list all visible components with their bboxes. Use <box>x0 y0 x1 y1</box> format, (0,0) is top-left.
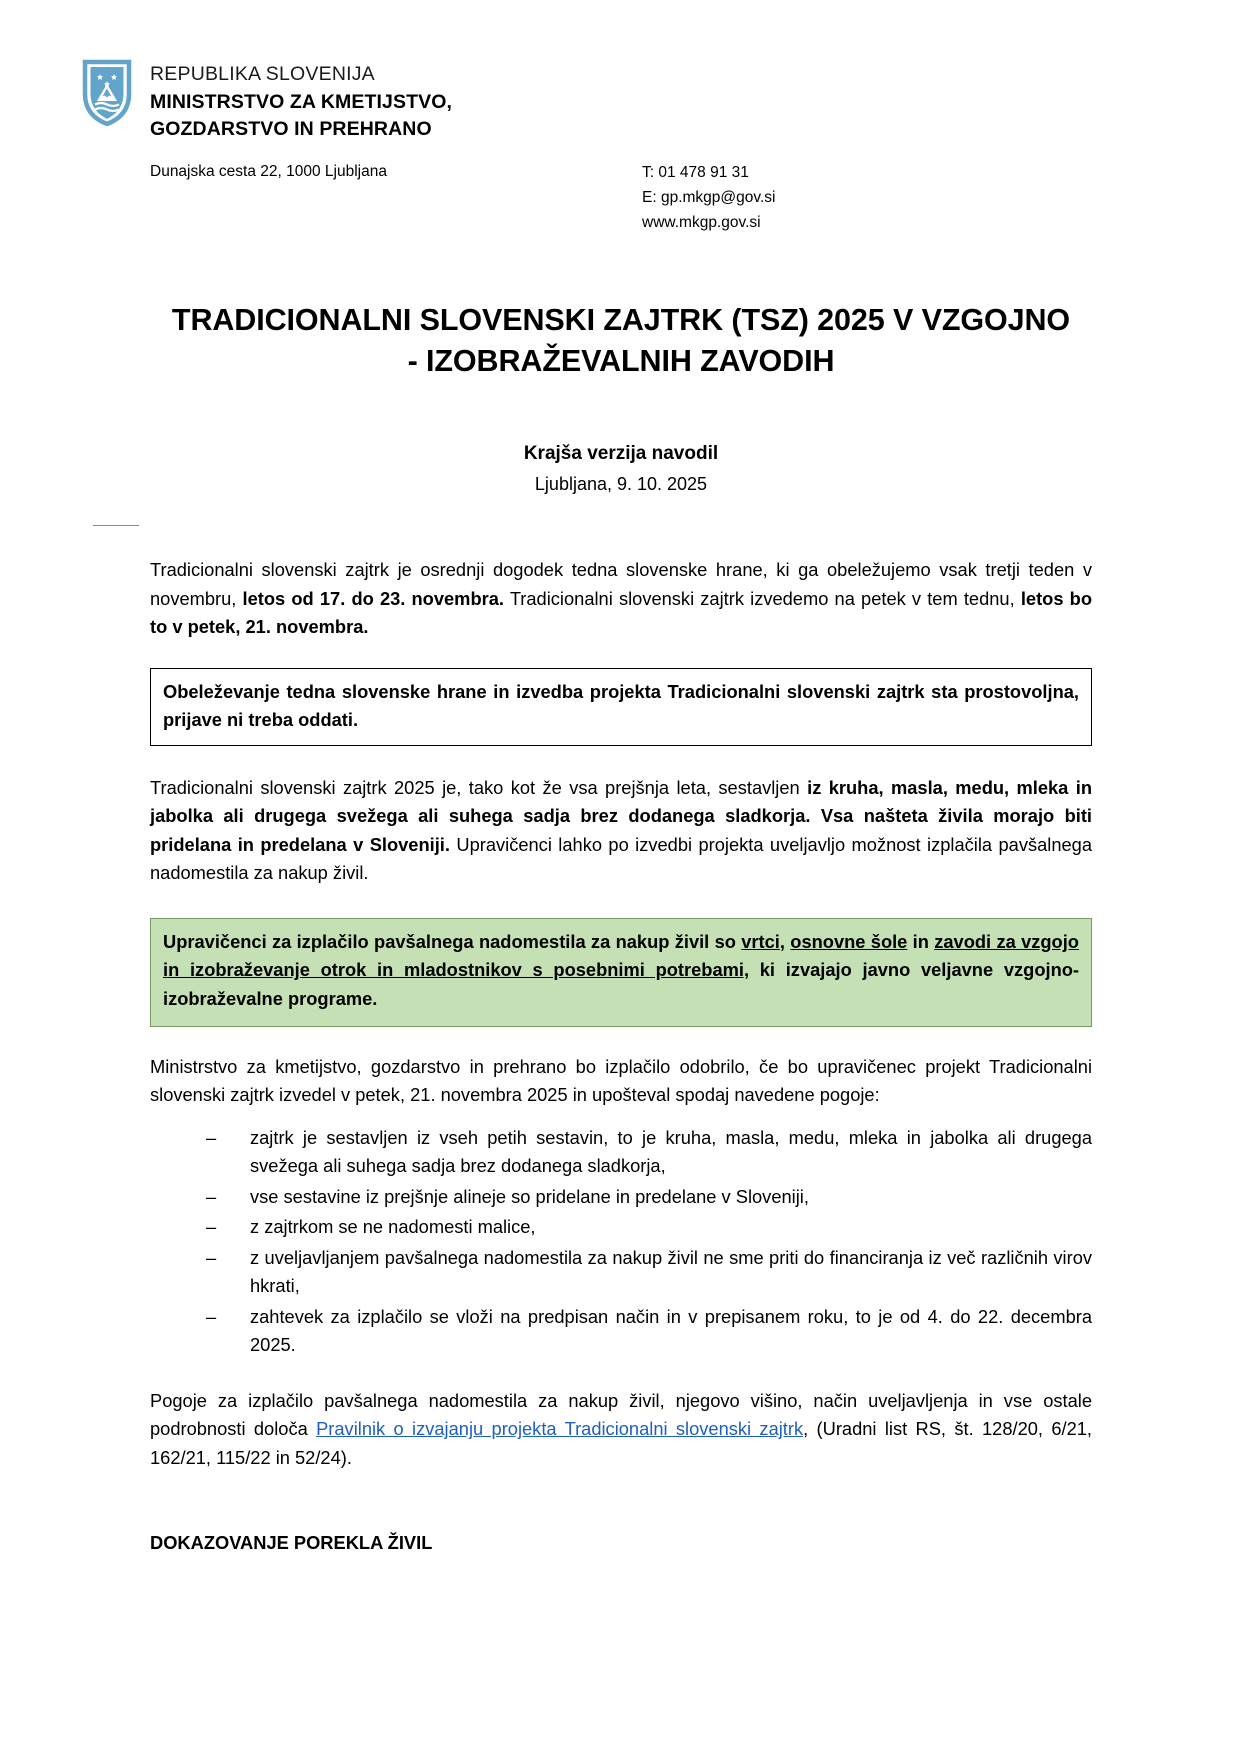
email-line: E: gp.mkgp@gov.si <box>642 189 776 207</box>
intro-bold-dates: letos od 17. do 23. novembra. <box>242 587 504 609</box>
accent-divider <box>93 525 139 526</box>
composition-text-b: Upravičenci lahko po izvedbi projekta uveljavljo možnost izplačila pavšalnega nadomestila za nakup živil. <box>150 833 1093 884</box>
list-item-label: z uveljavljanjem pavšalnega nadomestila za nakup živil ne sme priti do financiranja iz več različnih virov hkrati, <box>250 1246 1092 1297</box>
eligibility-text-c: in <box>907 930 935 952</box>
page-title: TRADICIONALNI SLOVENSKI ZAJTRK (TSZ) 2025 V VZGOJNO - IZOBRAŽEVALNIH ZAVODIH <box>171 303 1071 378</box>
eligibility-underline-kindergartens: vrtci <box>741 930 780 952</box>
eligibility-text-b: , <box>779 930 791 952</box>
organization-name-line1: MINISTRSTVO ZA KMETIJSTVO, <box>150 90 452 113</box>
list-item <box>206 1183 1092 1212</box>
eligibility-highlight-box <box>150 918 1092 1027</box>
website-line: www.mkgp.gov.si <box>642 214 761 232</box>
list-item-label: zahtevek za izplačilo se vloži na predpisan način in v prepisanem roku, to je od 4. do 22. decembra 2025. <box>250 1305 1092 1356</box>
bullet-dash-icon: – <box>206 1185 217 1207</box>
closing-paragraph <box>150 1387 1092 1473</box>
bullet-dash-icon: – <box>206 1216 217 1238</box>
closing-text-b: , (Uradni list RS, št. 128/20, 6/21, 162/21, 115/22 in 52/24). <box>150 1418 1092 1468</box>
eligibility-underline-special-institutions: zavodi za vzgojo in izobraževanje otrok in mladostnikov s posebnimi potrebami, <box>163 930 1079 981</box>
composition-bold-ingredients: iz kruha, masla, medu, mleka in jabolka ali drugega svežega ali suhega sadja brez dodanega sladkorja. Vsa našteta živila morajo biti pridelana in predelana v Sloveniji. <box>150 776 1092 855</box>
list-item <box>206 1244 1092 1301</box>
header-titles <box>150 62 452 142</box>
list-item-label: z zajtrkom se ne nadomesti malice, <box>250 1216 536 1238</box>
list-item <box>206 1124 1092 1181</box>
document-subtitle: Krajša verzija navodil <box>523 443 719 465</box>
phone-line: T: 01 478 91 31 <box>642 164 749 181</box>
conditions-list <box>150 1124 1092 1360</box>
composition-text-a: Tradicionalni slovenski zajtrk 2025 je, tako kot že vsa prejšnja leta, sestavljen <box>150 776 808 798</box>
list-item-label: vse sestavine iz prejšnje alineje so pridelane in predelane v Sloveniji, <box>250 1185 809 1207</box>
bullet-dash-icon: – <box>206 1246 217 1268</box>
contact-details-block <box>642 160 775 235</box>
list-item <box>206 1213 1092 1242</box>
eligibility-text-d: ki izvajajo javno veljavne vzgojno-izobraževalne programe. <box>163 959 1079 1009</box>
organization-name-line2: GOZDARSTVO IN PREHRANO <box>150 117 432 140</box>
eligibility-underline-primary-schools: osnovne šole <box>790 930 908 952</box>
intro-paragraph <box>150 556 1092 642</box>
bullet-dash-icon: – <box>206 1305 217 1327</box>
slovenia-coat-of-arms-icon <box>82 58 132 126</box>
document-date: Ljubljana, 9. 10. 2025 <box>534 474 708 495</box>
intro-bold-friday: letos bo to v petek, 21. novembra. <box>150 587 1093 638</box>
document-header <box>0 48 1242 248</box>
list-item <box>206 1303 1092 1360</box>
conditions-intro-paragraph: Ministrstvo za kmetijstvo, gozdarstvo in prehrano bo izplačilo odobrilo, če bo upravičenec projekt Tradicionalni slovenski zajtrk izvedel v petek, 21. novembra 2025 in upošteval spodaj navedene pogoje: <box>150 1055 1092 1106</box>
bullet-dash-icon: – <box>206 1126 217 1148</box>
address-line: Dunajska cesta 22, 1000 Ljubljana <box>150 163 387 180</box>
document-body <box>150 300 1092 1554</box>
closing-text-a: Pogoje za izplačilo pavšalnega nadomestila za nakup živil, njegovo višino, način uveljavljenja in vse ostale podrobnosti določa <box>150 1389 1092 1440</box>
eligibility-text-a: Upravičenci za izplačilo pavšalnega nadomestila za nakup živil so <box>163 930 742 952</box>
contact-address-block <box>150 160 387 184</box>
voluntary-notice-text: Obeleževanje tedna slovenske hrane in izvedba projekta Tradicionalni slovenski zajtrk sta prostovoljna, prijave ni treba oddati. <box>163 680 1079 731</box>
section-heading-origin: DOKAZOVANJE POREKLA ŽIVIL <box>150 1532 433 1554</box>
intro-text-b: Tradicionalni slovenski zajtrk izvedemo na petek v tem tednu, <box>503 587 1021 609</box>
organization-country: REPUBLIKA SLOVENIJA <box>150 63 375 85</box>
pravilnik-link[interactable]: Pravilnik o izvajanju projekta Tradicionalni slovenski zajtrk <box>316 1418 804 1440</box>
voluntary-notice-box <box>150 668 1092 746</box>
composition-paragraph <box>150 774 1092 888</box>
intro-text-a: Tradicionalni slovenski zajtrk je osrednji dogodek tedna slovenske hrane, ki ga obeležujemo vsak tretji teden v novembru, <box>150 559 1092 609</box>
list-item-label: zajtrk je sestavljen iz vseh petih sestavin, to je kruha, masla, medu, mleka in jabolka ali drugega svežega ali suhega sadja brez dodanega sladkorja, <box>250 1126 1092 1177</box>
